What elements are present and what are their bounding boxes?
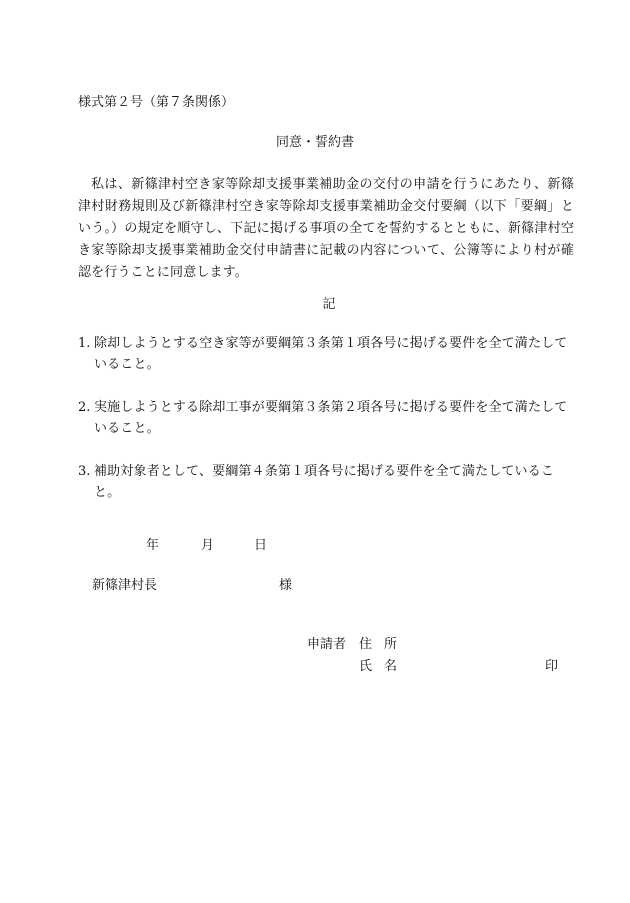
form-number: 様式第２号（第７条関係） [78, 95, 235, 110]
name-label: 氏名 [359, 659, 410, 674]
date-month-label: 月 [201, 538, 215, 553]
applicant-label: 申請者 [307, 637, 347, 652]
address-label: 住所 [359, 637, 410, 652]
pledge-item [78, 397, 578, 439]
document-title: 同意・誓約書 [275, 135, 354, 150]
honorific: 様 [279, 578, 293, 593]
pledge-item-number: 2. [78, 400, 91, 415]
date-day-label: 日 [254, 538, 268, 553]
pledge-item-list [78, 333, 578, 525]
seal-mark: 印 [545, 659, 559, 674]
pledge-item [78, 333, 578, 375]
pledge-item-number: 3. [78, 464, 91, 479]
pledge-item-text: 除却しようとする空き家等が要綱第３条第１項各号に掲げる要件を全て満たしていること。 [94, 336, 568, 372]
pledge-item-text: 補助対象者として、要綱第４条第１項各号に掲げる要件を全て満たしていること。 [94, 464, 554, 500]
body-paragraph: 私は、新篠津村空き家等除却支援事業補助金の交付の申請を行うにあたり、新篠津村財務規則及び新篠津村空き家等除却支援事業補助金交付要綱（以下「要綱」という。）の規定を順守し、下記に掲げる事項の全てを誓約するとともに、新篠津村空き家等除却支援事業補助金交付申請書に記載の内容について、公簿等により村が確認を行うことに同意します。 [78, 177, 574, 280]
pledge-item-number: 1. [78, 336, 91, 351]
date-year-label: 年 [146, 538, 160, 553]
addressee: 新篠津村長 [92, 578, 158, 593]
pledge-item-text: 実施しようとする除却工事が要綱第３条第２項各号に掲げる要件を全て満たしていること。 [94, 400, 568, 436]
ki-heading: 記 [322, 297, 336, 312]
pledge-item [78, 461, 578, 503]
